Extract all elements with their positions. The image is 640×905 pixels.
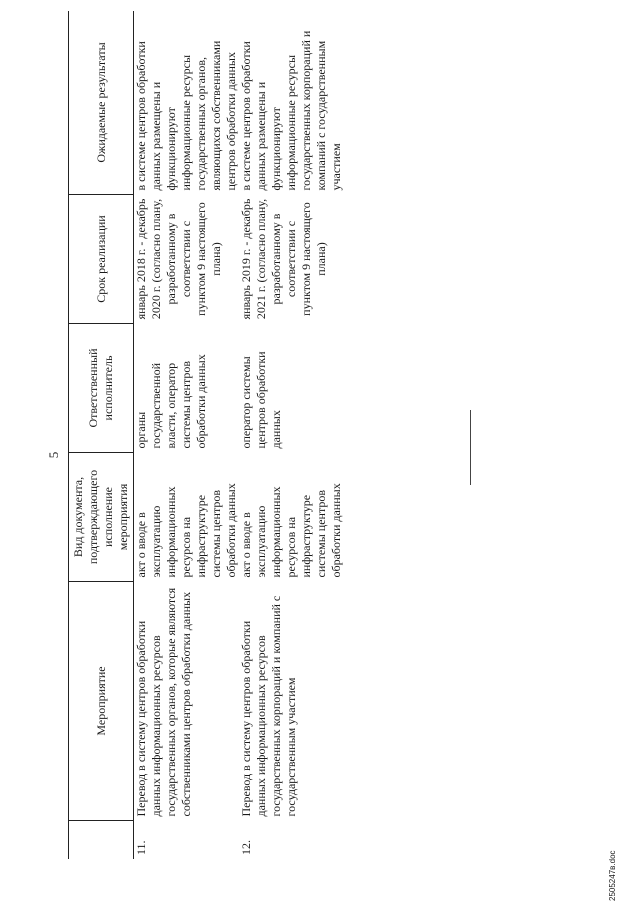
header-executor: Ответственный исполнитель — [69, 324, 134, 453]
row-document: акт о вводе в эксплуатацию информационных ресурсов на инфраструктуре системы центров обработки данных — [239, 483, 343, 578]
page-number: 5 — [46, 451, 61, 459]
table-row — [239, 11, 344, 859]
header-event: Мероприятие — [69, 582, 134, 821]
row-document: акт о вводе в эксплуатацию информационных ресурсов на инфраструктуре системы центров обработки данных — [134, 483, 238, 578]
row-executor: органы государственной власти, оператор системы центров обработки данных — [134, 354, 208, 449]
document-code: 2505247в.doc — [608, 850, 617, 901]
action-plan-table — [68, 11, 344, 859]
row-term: январь 2018 г. - декабрь 2020 г. (согласно плану, разработанному в соответствии с пунктом 9 настоящего плана) — [134, 198, 223, 320]
row-number: 11. — [134, 840, 148, 855]
table-header-row — [69, 11, 134, 859]
row-results: в системе центров обработки данных размещены и функционируют информационные ресурсы государственных корпораций и компаний с государственным участием — [239, 30, 343, 191]
header-document: Вид документа, подтверждающего исполнение мероприятия — [69, 453, 134, 582]
row-executor: оператор системы центров обработки данных — [239, 351, 283, 449]
end-of-table-divider — [470, 410, 471, 485]
table-row — [134, 11, 240, 859]
row-results: в системе центров обработки данных размещены и функционируют информационные ресурсы государственных органов, являющихся собственниками центров обработки данных — [134, 40, 238, 191]
header-term: Срок реализации — [69, 195, 134, 324]
header-number — [69, 821, 134, 860]
header-results: Ожидаемые результаты — [69, 11, 134, 195]
row-event: Перевод в систему центров обработки данных информационных ресурсов государственных корпораций и компаний с государственным участием — [239, 595, 298, 817]
row-event: Перевод в систему центров обработки данных информационных ресурсов государственных органов, которые являются собственниками центров обработки данных — [134, 587, 193, 817]
row-term: январь 2019 г. - декабрь 2021 г. (согласно плану, разработанному в соответствии с пунктом 9 настоящего плана) — [239, 198, 328, 320]
row-number: 12. — [239, 840, 253, 855]
